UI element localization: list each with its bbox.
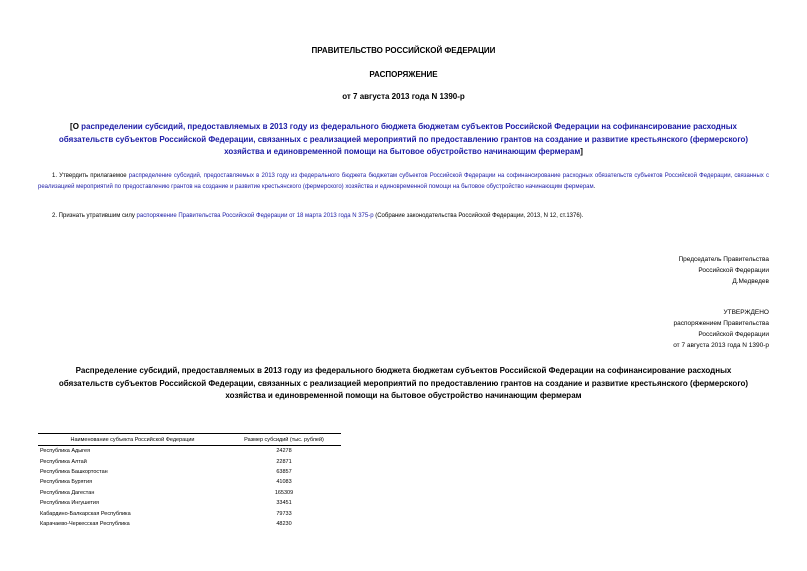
approval-line-4: от 7 августа 2013 года N 1390-р	[673, 342, 769, 349]
paragraph-2-suffix: (Собрание законодательства Российской Федерации, 2013, N 12, ст.1376).	[373, 213, 584, 219]
subsidy-amount: 22871	[276, 458, 292, 465]
approval-line-2: распоряжением Правительства	[673, 320, 769, 327]
region-name: Республика Ингушетия	[40, 500, 99, 507]
region-name: Республика Бурятия	[40, 479, 93, 486]
table-row	[38, 467, 341, 477]
document-date-number: от 7 августа 2013 года N 1390-р	[342, 92, 465, 101]
signature-line-2: Российской Федерации	[698, 267, 769, 274]
government-title: ПРАВИТЕЛЬСТВО РОССИЙСКОЙ ФЕДЕРАЦИИ	[311, 46, 496, 55]
subsidy-amount: 63857	[276, 468, 292, 475]
region-name: Республика Адыгея	[40, 448, 91, 455]
heading-link[interactable]: распределении субсидий, предоставляемых в 2013 году из федерального бюджета бюджетам субъектов Российской Федерации на софинансирование расходных обязательств субъектов Российской Федерации, связанных с реализацией мероприятий по предоставлению грантов на создание и развитие крестьянского (фермерского) хозяйства и единовременной помощи на бытовое обустройство начинающим фермерам	[58, 122, 749, 156]
paragraph-1-prefix: 1. Утвердить прилагаемое	[52, 173, 129, 179]
table-header-row	[38, 434, 341, 446]
table-row	[38, 446, 341, 457]
table-row	[38, 456, 341, 466]
paragraph-2	[38, 211, 769, 222]
signature-block	[678, 254, 769, 287]
signature-line-1: Председатель Правительства	[678, 256, 769, 263]
subsidy-amount: 79733	[276, 510, 292, 517]
heading-bracket-close: ]	[580, 147, 583, 156]
signature-line-3: Д.Медведев	[732, 278, 769, 285]
distribution-heading: Распределение субсидий, предоставляемых в 2013 году из федерального бюджета бюджетам субъектов Российской Федерации на софинансирование расходных обязательств субъектов Российской Федерации, связанных с реализацией мероприятий по предоставлению грантов на создание и развитие крестьянского (фермерского) хозяйства и единовременной помощи на бытовое обустройство начинающим фермерам	[58, 366, 749, 400]
document-type: РАСПОРЯЖЕНИЕ	[369, 70, 438, 79]
region-name: Республика Алтай	[40, 458, 87, 465]
table-row	[38, 498, 341, 508]
table-row	[38, 508, 341, 518]
table-row	[38, 488, 341, 498]
heading-bracket-open: [	[70, 122, 73, 131]
subsidy-amount: 48230	[276, 520, 292, 527]
subsidy-amount: 24278	[276, 448, 292, 455]
table-row	[38, 519, 341, 529]
approval-line-1: УТВЕРЖДЕНО	[723, 309, 769, 316]
approval-line-3: Российской Федерации	[698, 331, 769, 338]
paragraph-1-link[interactable]: распределение субсидий, предоставляемых в 2013 году из федерального бюджета бюджетам субъектов Российской Федерации на софинансирование расходных обязательств субъектов Российской Федерации, связанных с реализацией мероприятий по предоставлению грантов на создание и развитие крестьянского (фермерского) хозяйства и единовременной помощи на бытовое обустройство начинающим фермерам	[38, 173, 769, 190]
subsidy-amount: 41083	[276, 479, 292, 486]
region-name: Республика Башкортостан	[40, 468, 108, 475]
paragraph-2-prefix: 2. Признать утратившим силу	[52, 213, 137, 219]
paragraph-1	[38, 171, 769, 192]
region-name: Республика Дагестан	[40, 489, 95, 496]
subsidies-table	[38, 433, 341, 529]
region-name: Кабардино-Балкарская Республика	[40, 510, 131, 517]
document-heading	[50, 121, 757, 159]
table-row	[38, 477, 341, 487]
paragraph-2-link[interactable]: распоряжение Правительства Российской Федерации от 18 марта 2013 года N 375-р	[136, 213, 374, 219]
heading-first-letter: О	[72, 122, 79, 131]
column-header-name: Наименование субъекта Российской Федерации	[38, 434, 227, 446]
approval-block	[673, 307, 769, 351]
subsidy-amount: 33451	[276, 500, 292, 507]
region-name: Карачаево-Черкесская Республика	[40, 520, 130, 527]
paragraph-1-suffix: .	[593, 183, 596, 190]
column-header-amount: Размер субсидий (тыс. рублей)	[227, 434, 341, 446]
subsidy-amount: 165309	[274, 489, 294, 496]
